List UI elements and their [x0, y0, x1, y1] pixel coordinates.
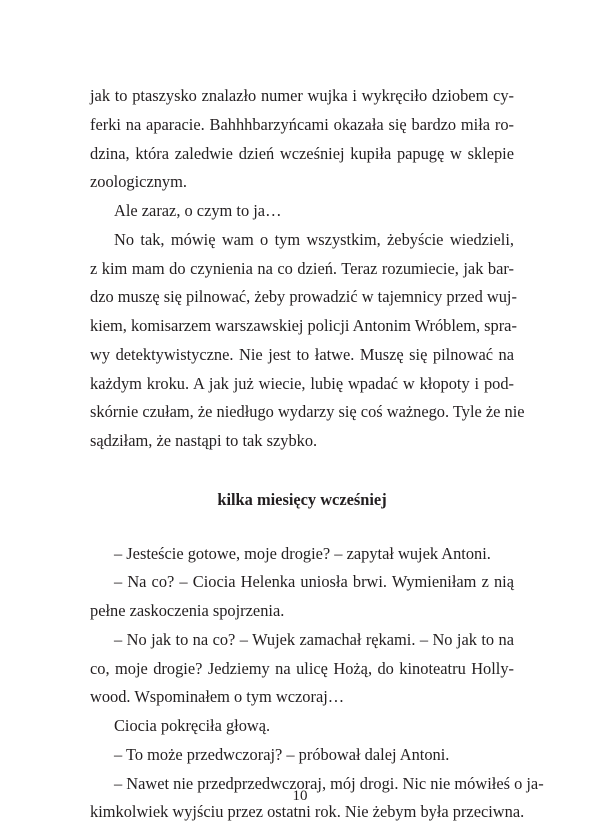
text-line: – Jesteście gotowe, moje drogie? – zapytał wujek Antoni. — [114, 543, 491, 563]
text-line: Ale zaraz, o czym to ja… — [114, 201, 282, 220]
text-line: co, moje drogie? Jedziemy na ulicę Hożą, do kinoteatru Holly- — [90, 658, 514, 678]
text-line: skórnie czułam, że niedługo wydarzy się coś ważnego. Tyle że nie — [90, 402, 525, 422]
text-line: jak to ptaszysko znalazło numer wujka i wykręciło dziobem cy- — [90, 86, 514, 105]
text-line: pełne zaskoczenia spojrzenia. — [90, 601, 285, 620]
text-line: sądziłam, że nastąpi to tak szybko. — [90, 431, 318, 450]
text-line: z kim mam do czynienia na co dzień. Teraz rozumiecie, jak bar- — [90, 258, 514, 278]
text-line: wy detektywistyczne. Nie jest to łatwe. Muszę się pilnować na — [90, 344, 514, 364]
text-line: wood. Wspominałem o tym wczoraj… — [90, 687, 345, 707]
page-number: 10 — [292, 788, 308, 804]
text-line: – Na co? – Ciocia Helenka uniosła brwi. Wymieniłam z nią — [114, 572, 514, 592]
text-line: – No jak to na co? – Wujek zamachał rękami. – No jak to na — [114, 629, 514, 649]
text-line: – To może przedwczoraj? – próbował dalej Antoni. — [114, 744, 450, 764]
text-line: Ciocia pokręciła głową. — [114, 716, 271, 735]
page-body — [90, 82, 544, 827]
text-line: – Nawet nie przedprzedwczoraj, mój drogi. Nic nie mówiłeś o ja- — [114, 773, 544, 793]
section-heading: kilka miesięcy wcześniej — [217, 489, 387, 509]
text-line: ferki na aparacie. Bahhhbarzyńcami okazała się bardzo miła ro- — [90, 114, 514, 134]
text-line: dzina, która zaledwie dzień wcześniej kupiła papugę w sklepie — [90, 143, 514, 163]
text-line: dzo muszę się pilnować, żeby prowadzić w tajemnicy przed wuj- — [90, 287, 517, 307]
text-line: kiem, komisarzem warszawskiej policji Antonim Wróblem, spra- — [90, 316, 517, 335]
text-line: kimkolwiek wyjściu przez ostatni rok. Nie żebym była przeciwna. — [90, 802, 525, 822]
text-line: zoologicznym. — [90, 172, 187, 192]
text-line: No tak, mówię wam o tym wszystkim, żebyście wiedzieli, — [114, 229, 514, 249]
text-line: każdym kroku. A jak już wiecie, lubię wpadać w kłopoty i pod- — [90, 373, 514, 393]
